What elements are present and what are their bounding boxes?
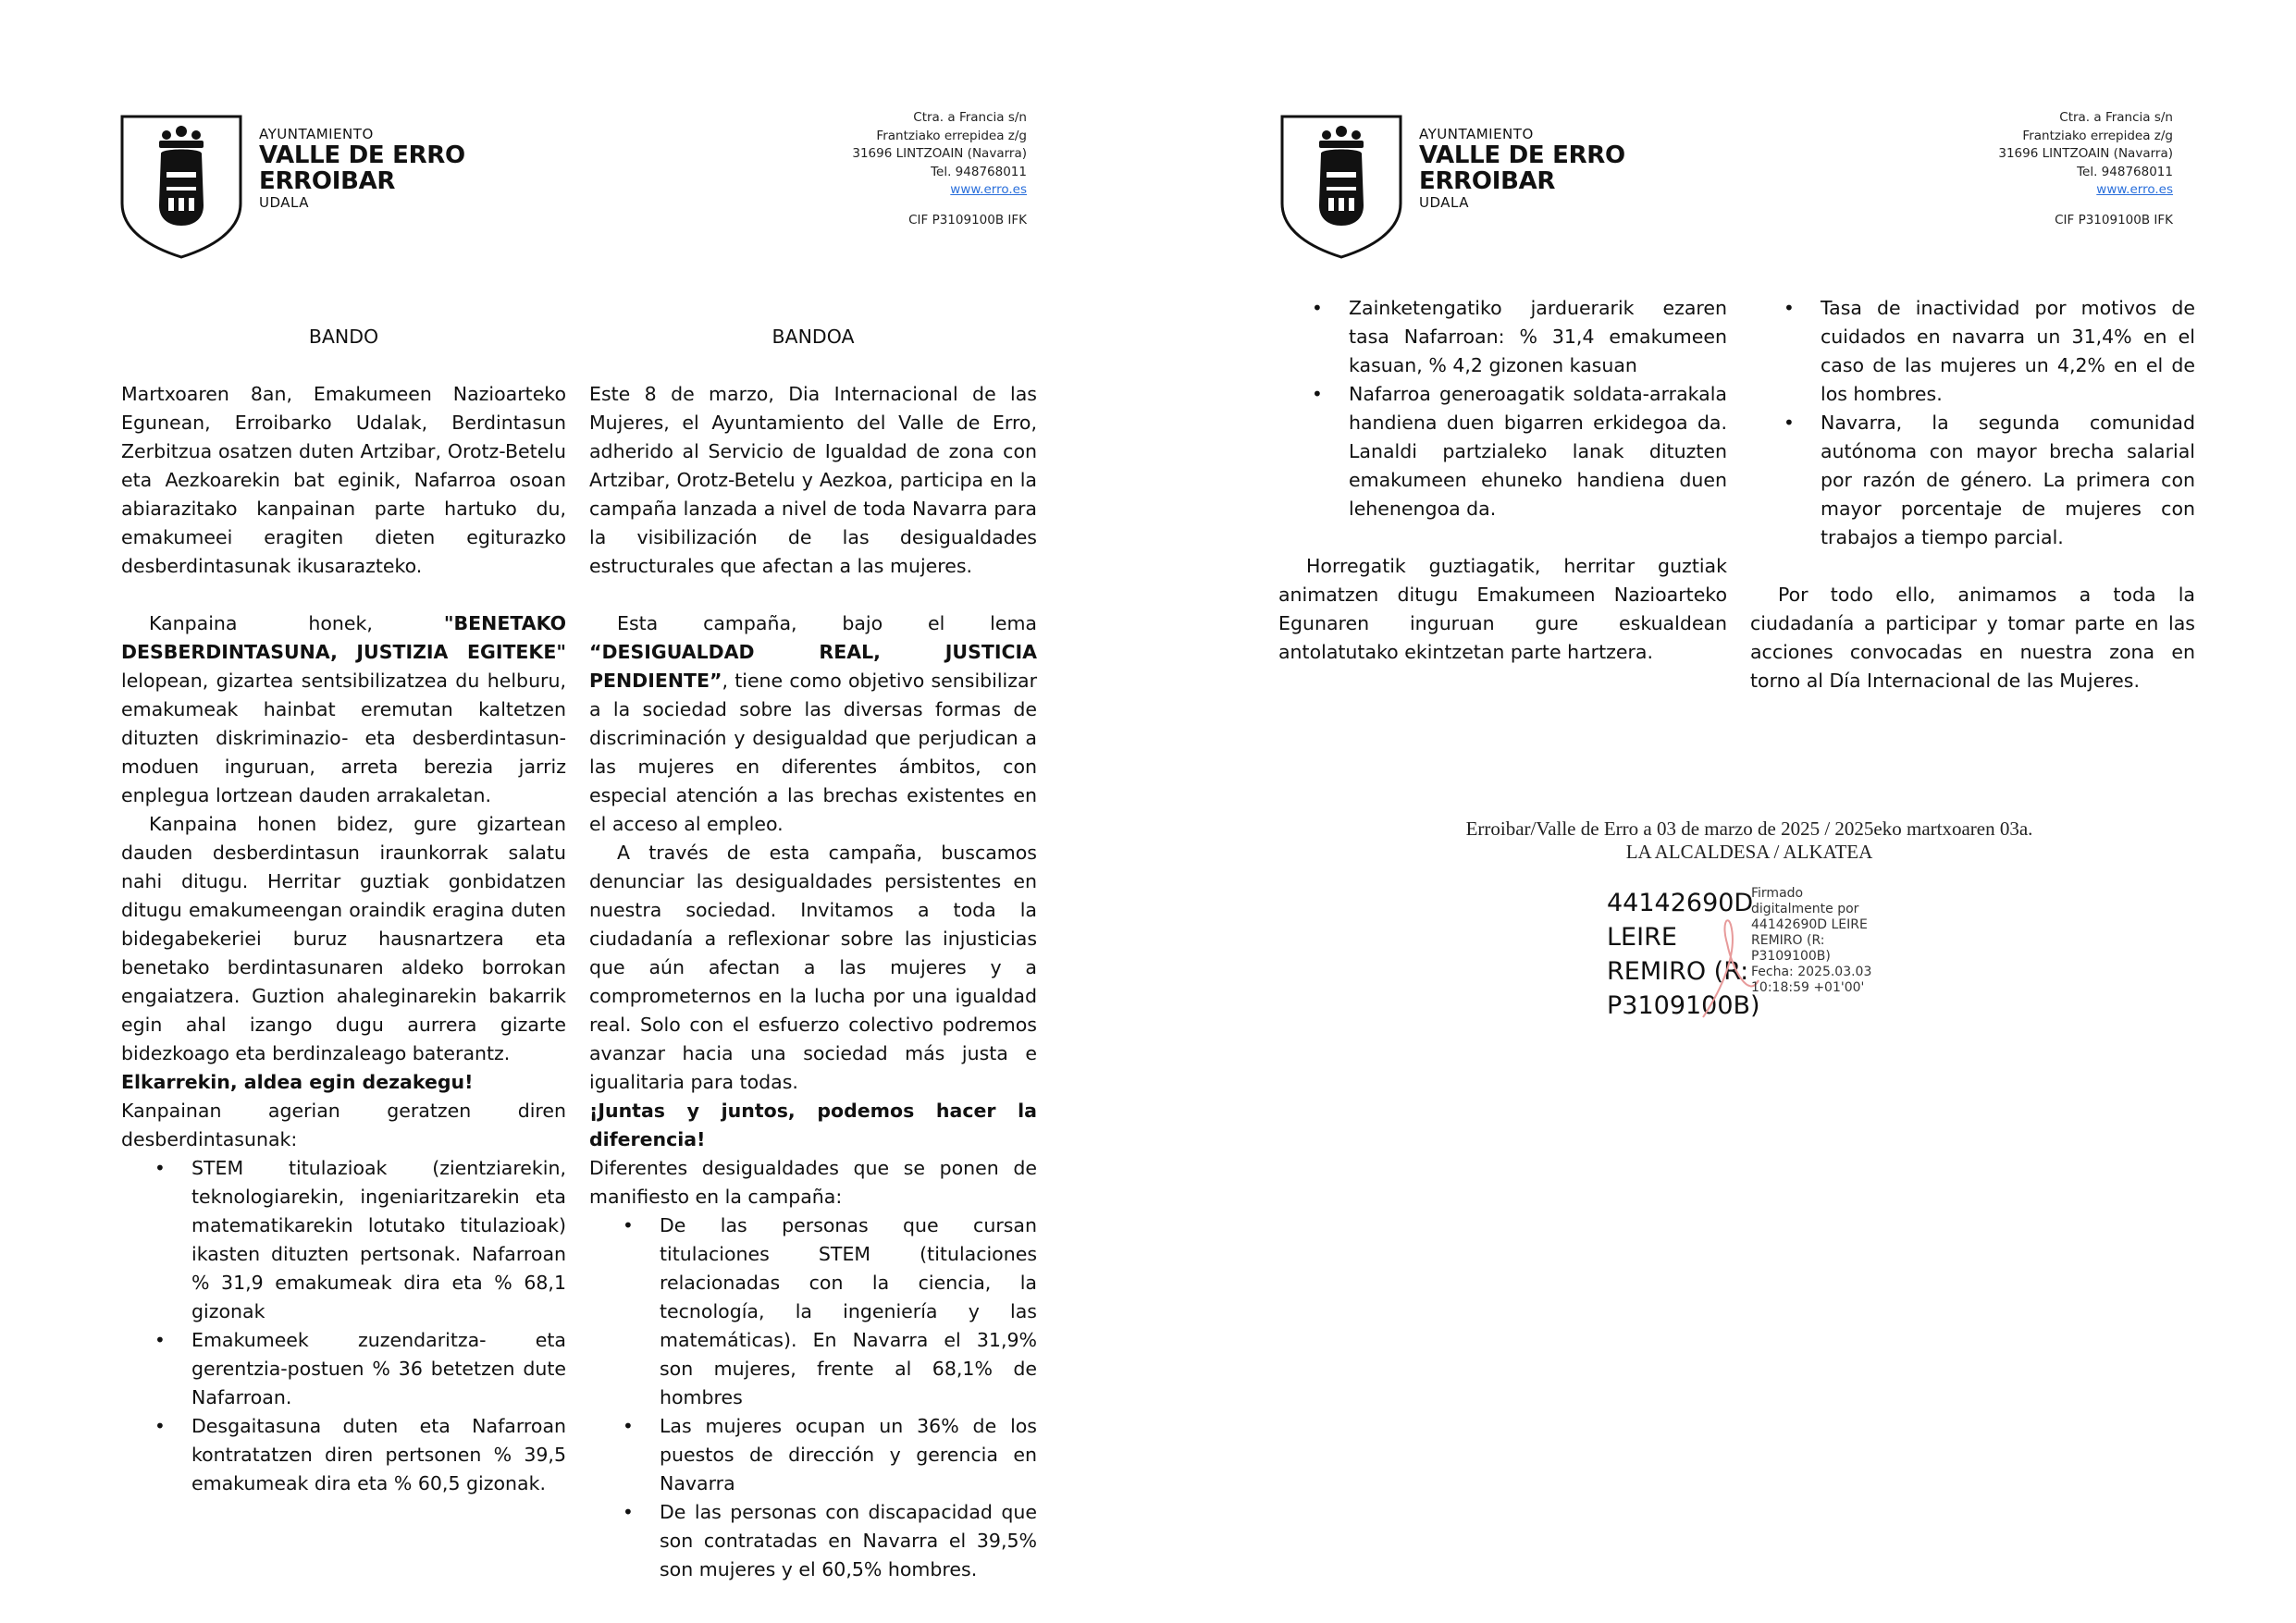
list-item: • STEM titulazioak (zientziarekin, teknologiarekin, ingeniaritzarekin eta matematikarekin lotutako titulazioak) ikasten dituzten pertsonak. Nafarroan % 31,9 emakumeak dira eta % 68,1 gizonak: [191, 1154, 566, 1326]
signature-line: 44142690D: [1607, 889, 1754, 917]
address-line: Frantziako errepidea z/g: [876, 128, 1027, 143]
logo-line-ayuntamiento: AYUNTAMIENTO: [259, 126, 374, 142]
address-line: Frantziako errepidea z/g: [2022, 128, 2173, 143]
cif: CIF P3109100B IFK: [2055, 212, 2173, 227]
address-line: 31696 LINTZOAIN (Navarra): [1998, 146, 2173, 161]
paragraph: Martxoaren 8an, Emakumeen Nazioarteko Egunean, Erroibarko Udalak, Berdintasun Zerbitzua osatzen duten Artzibar, Orotz-Betelu eta Aezkoarekin bat eginik, Nafarroa osoan abiarazitako kanpainan parte hartuko du, emakumeei eragiten dieten egiturazko desberdintasunak ikusarazteko.: [121, 383, 566, 577]
signer-role: LA ALCALDESA / ALKATEA: [1625, 841, 1873, 863]
text: Kanpaina honek,: [149, 612, 444, 634]
website-link[interactable]: www.erro.es: [950, 182, 1027, 197]
signature-line: P3109100B): [1607, 991, 1760, 1020]
spanish-column: [589, 323, 1037, 1584]
paragraph: Horregatik guztiagatik, herritar guztiak animatzen ditugu Emakumeen Nazioarteko Egunaren inguruan gure eskualdean antolatutako ekintzetan parte hartzera.: [1278, 555, 1727, 663]
list-item: • Emakumeek zuzendaritza- eta gerentzia-postuen % 36 betetzen dute Nafarroan.: [191, 1326, 566, 1412]
phone: Tel. 948768011: [931, 164, 1027, 179]
coat-of-arms-icon: [1278, 113, 1404, 261]
text: lelopean, gizartea sentsibilizatzea du helburu, emakumeak hainbat eremutan kaltetzen dituzten diskriminazio- eta desberdintasun-moduen inguruan, arreta berezia jarriz enplegua lortzean dauden arrakaletan.: [121, 670, 566, 806]
bullet-list: [121, 1154, 566, 1498]
signature-detail: P3109100B): [1751, 949, 1831, 964]
website-link[interactable]: www.erro.es: [2096, 182, 2173, 197]
logo-line-valle: VALLE DE ERRO: [1419, 141, 1625, 169]
municipality-logo: [1278, 113, 1796, 261]
signature-detail: digitalmente por: [1751, 902, 1859, 916]
basque-column: [121, 323, 566, 1498]
paragraph: Kanpaina honen bidez, gure gizartean dauden desberdintasun iraunkorrak salatu nahi ditugu. Herritar guztiak gonbidatzen ditugu emakumeengan oraindik eragina duten bidegabekeriei buruz hausnartzera eta benetako berdintasunaren aldeko borrokan engaiatzera. Guztion ahaleginarekin bakarrik egin ahal izango dugu aurrera gizarte bidezkoago eta berdinzaleago baterantz.: [121, 813, 566, 1064]
paragraph: Por todo ello, animamos a toda la ciudadanía a participar y tomar parte en las acciones convocadas en nuestra zona en torno al Día Internacional de las Mujeres.: [1750, 584, 2195, 692]
date-line: Erroibar/Valle de Erro a 03 de marzo de 2025 / 2025eko martxoaren 03a.: [1465, 818, 2033, 840]
logo-line-udala: UDALA: [259, 194, 309, 211]
digital-signature-details: [1751, 886, 1871, 996]
spanish-column: [1750, 294, 2195, 695]
bullet-list: [1278, 294, 1727, 523]
list-item: • Las mujeres ocupan un 36% de los puestos de dirección y gerencia en Navarra: [660, 1412, 1037, 1498]
bullet-list: [1750, 294, 2195, 552]
list-item: • Navarra, la segunda comunidad autónoma con mayor brecha salarial por razón de género. La primera con mayor porcentaje de mujeres con trabajos a tiempo parcial.: [1821, 409, 2195, 552]
paragraph: [121, 1068, 566, 1097]
municipality-logo: [118, 113, 636, 261]
address-block: [852, 109, 1027, 229]
logo-line-valle: VALLE DE ERRO: [259, 141, 465, 169]
spanish-title: BANDOA: [772, 326, 855, 348]
list-item: • Desgaitasuna duten eta Nafarroan kontratatzen diren pertsonen % 39,5 emakumeak dira eta % 60,5 gizonak.: [191, 1412, 566, 1498]
address-line: Ctra. a Francia s/n: [913, 110, 1027, 125]
paragraph: Kanpainan agerian geratzen diren desberdintasunak:: [121, 1100, 566, 1150]
phone: Tel. 948768011: [2077, 164, 2173, 179]
list-item: • Tasa de inactividad por motivos de cuidados en navarra un 31,4% en el caso de las mujeres un 4,2% en el de los hombres.: [1821, 294, 2195, 409]
paragraph: [121, 609, 566, 810]
motto: Elkarrekin, aldea egin dezakegu!: [121, 1071, 474, 1093]
logo-line-erroibar: ERROIBAR: [1419, 167, 1556, 195]
paragraph: [589, 609, 1037, 839]
motto: ¡Juntas y juntos, podemos hacer la diferencia!: [589, 1100, 1037, 1150]
paragraph: [589, 1097, 1037, 1154]
signature-detail: 44142690D LEIRE: [1751, 917, 1868, 932]
signature-line: REMIRO (R:: [1607, 957, 1749, 986]
paragraph: Este 8 de marzo, Dia Internacional de las Mujeres, el Ayuntamiento del Valle de Erro, adherido al Servicio de Igualdad de zona con Artzibar, Orotz-Betelu y Aezkoa, participa en la campaña lanzada a nivel de toda Navarra para la visibilización de las desigualdades estructurales que afectan a las mujeres.: [589, 383, 1037, 577]
signature-line: LEIRE: [1607, 923, 1677, 952]
slogan: "BENETAKO DESBERDINTASUNA, JUSTIZIA EGITEKE": [121, 612, 566, 663]
logo-line-udala: UDALA: [1419, 194, 1469, 211]
coat-of-arms-icon: [118, 113, 244, 261]
basque-column: [1278, 294, 1727, 667]
right-page: [1148, 0, 2296, 1623]
cif: CIF P3109100B IFK: [908, 212, 1027, 227]
paragraph: A través de esta campaña, buscamos denunciar las desigualdades persistentes en nuestra sociedad. Invitamos a toda la ciudadanía a reflexionar sobre las injusticias que aún afectan a las mujeres y a comprometernos en la lucha por una igualdad real. Solo con el esfuerzo colectivo podremos avanzar hacia una sociedad más justa e igualitaria para todas.: [589, 842, 1037, 1093]
paragraph: Diferentes desigualdades que se ponen de manifiesto en la campaña:: [589, 1157, 1037, 1208]
address-line: Ctra. a Francia s/n: [2059, 110, 2173, 125]
bullet-list: [589, 1211, 1037, 1584]
signature-detail: REMIRO (R:: [1751, 933, 1825, 948]
signature-detail: 10:18:59 +01'00': [1751, 980, 1865, 995]
address-line: 31696 LINTZOAIN (Navarra): [852, 146, 1027, 161]
signature-detail: Firmado: [1751, 886, 1804, 901]
text: , tiene como objetivo sensibilizar a la sociedad sobre las diversas formas de discriminación y desigualdad que perjudican a las mujeres en diferentes ámbitos, con especial atención a las brechas existentes en el acceso al empleo.: [589, 670, 1037, 835]
logo-line-ayuntamiento: AYUNTAMIENTO: [1419, 126, 1534, 142]
list-item: • Nafarroa generoagatik soldata-arrakala handiena duen bigarren erkidegoa da. Lanaldi partzialeko lanak dituzten emakumeen ehuneko handiena duen lehenengoa da.: [1349, 380, 1727, 523]
list-item: • De las personas con discapacidad que son contratadas en Navarra el 39,5% son mujeres y el 60,5% hombres.: [660, 1498, 1037, 1584]
list-item: • De las personas que cursan titulaciones STEM (titulaciones relacionadas con la ciencia, la tecnología, la ingeniería y las matemáticas). En Navarra el 31,9% son mujeres, frente al 68,1% de hombres: [660, 1211, 1037, 1412]
basque-title: BANDO: [308, 326, 379, 348]
slogan: “DESIGUALDAD REAL, JUSTICIA PENDIENTE”: [589, 641, 1037, 692]
logo-line-erroibar: ERROIBAR: [259, 167, 396, 195]
signature-detail: Fecha: 2025.03.03: [1751, 965, 1872, 979]
text: Esta campaña, bajo el lema: [617, 612, 1037, 634]
address-block: [1998, 109, 2173, 229]
list-item: • Zainketengatiko jarduerarik ezaren tasa Nafarroan: % 31,4 emakumeen kasuan, % 4,2 gizonen kasuan: [1349, 294, 1727, 380]
